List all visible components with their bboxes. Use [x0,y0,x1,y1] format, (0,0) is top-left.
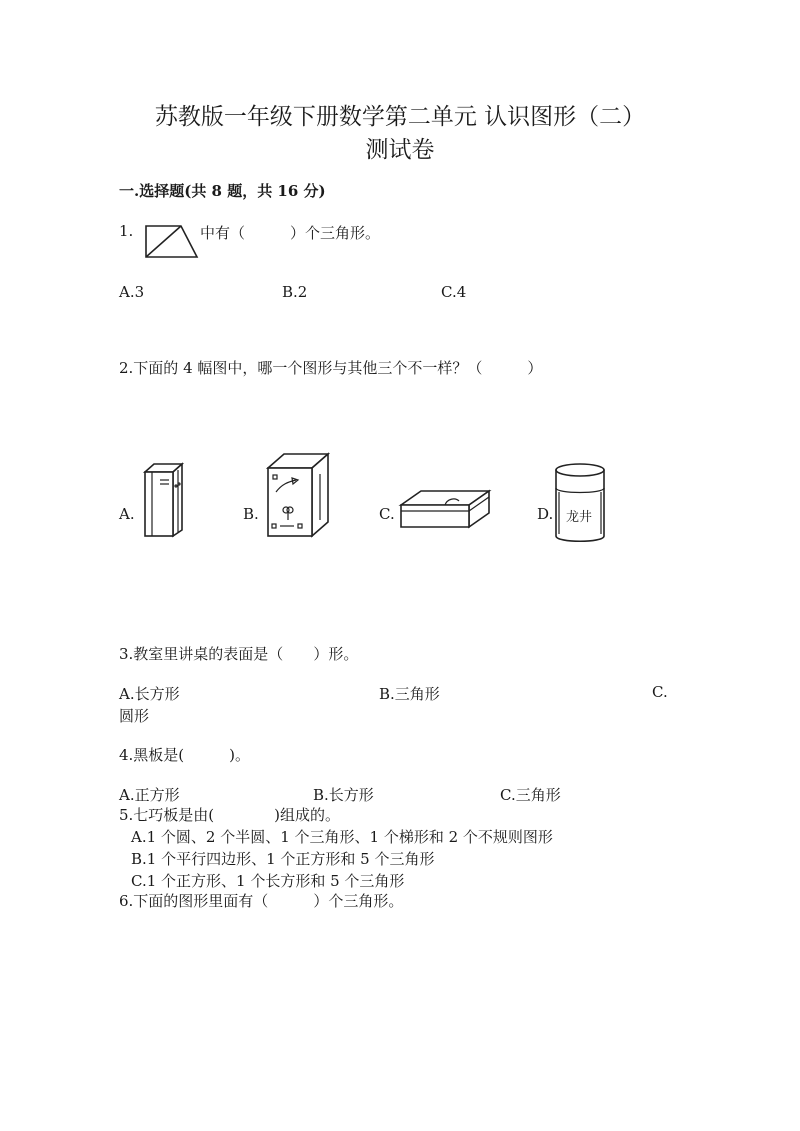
q2-label-b[interactable]: B. [243,505,259,523]
q5-option-b[interactable]: B.1 个平行四边形、1 个正方形和 5 个三角形 [131,850,435,868]
q4-option-b[interactable]: B.长方形 [313,786,374,804]
q2-label-a[interactable]: A. [119,505,135,523]
q3-option-a[interactable]: A.长方形 [119,685,180,703]
q2-label-d[interactable]: D. [537,505,554,523]
q1-number: 1. [119,222,134,240]
q3-option-c[interactable]: C. [652,683,668,701]
q3-text: 3.教室里讲桌的表面是（ ）形。 [119,645,359,663]
q2-milk-carton-image [262,450,334,540]
page-subtitle: 测试卷 [365,137,435,163]
q1-option-c[interactable]: C.4 [441,283,467,301]
q2-label-c[interactable]: C. [379,505,395,523]
q2-jar-label: 龙井 [566,510,593,525]
page-title: 苏教版一年级下册数学第二单元 认识图形（二） [154,104,646,130]
q3-option-b[interactable]: B.三角形 [379,685,440,703]
q2-box-image [397,485,493,533]
q1-option-a[interactable]: A.3 [119,283,145,301]
q5-text: 5.七巧板是由( )组成的。 [119,806,341,824]
section-heading: 一.选择题(共 8 题，共 16 分) [119,182,326,200]
q4-text: 4.黑板是( )。 [119,746,251,764]
q5-option-a[interactable]: A.1 个圆、2 个半圆、1 个三角形、1 个梯形和 2 个不规则图形 [131,828,553,846]
q2-book-image [140,460,190,540]
q4-option-a[interactable]: A.正方形 [119,786,180,804]
q5-option-c[interactable]: C.1 个正方形、1 个长方形和 5 个三角形 [131,872,405,890]
q6-text: 6.下面的图形里面有（ ）个三角形。 [119,892,404,910]
q1-option-b[interactable]: B.2 [282,283,308,301]
q2-jar-image [550,456,610,544]
q4-option-c[interactable]: C.三角形 [500,786,561,804]
q1-text: 中有（ ）个三角形。 [200,224,381,242]
q1-trapezoid-figure [143,222,201,260]
q2-text: 2.下面的 4 幅图中，哪一个图形与其他三个不一样？（ ） [119,359,543,377]
q3-option-c-wrap[interactable]: 圆形 [119,707,150,725]
